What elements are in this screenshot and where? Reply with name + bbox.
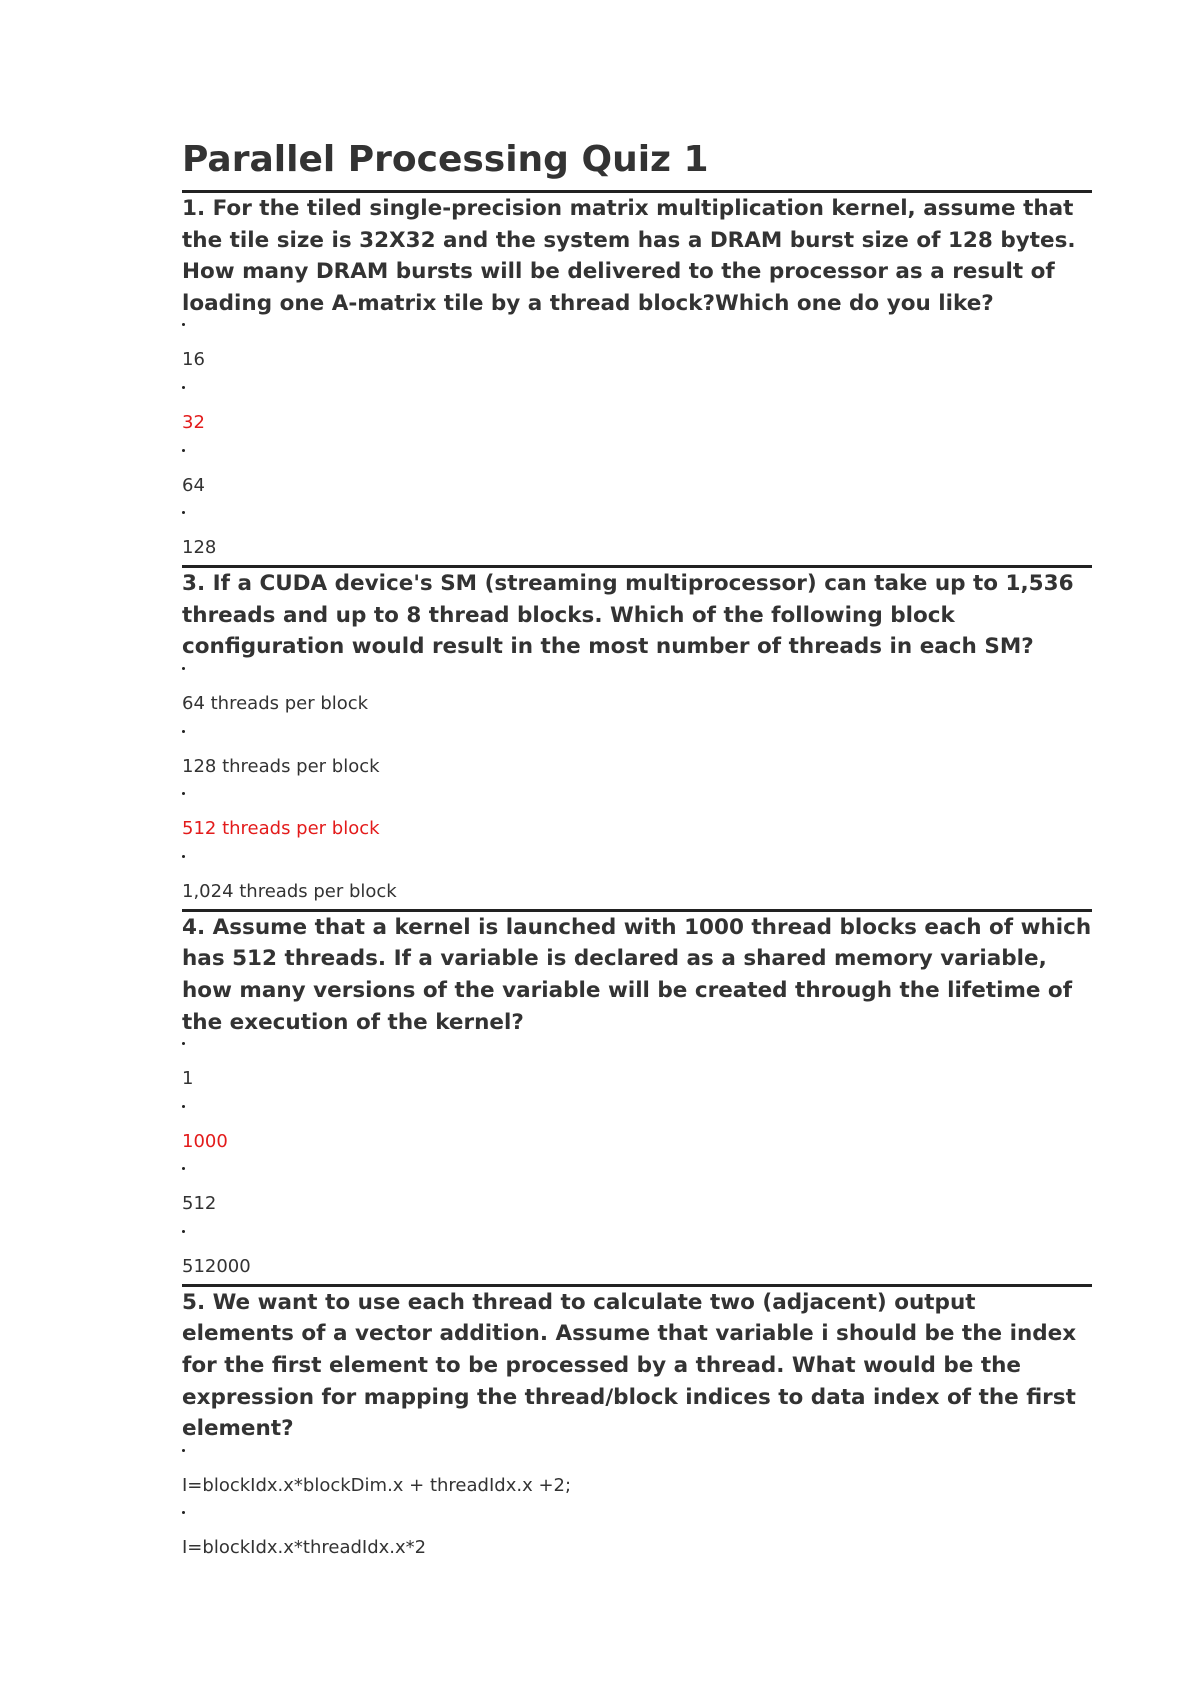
answer-label-correct: 32 [182, 411, 205, 433]
answer-option[interactable] [182, 1507, 1092, 1565]
question-block [182, 1284, 1092, 1566]
answer-option[interactable] [182, 663, 1092, 726]
answer-label: I=blockIdx.x*threadIdx.x*2 [182, 1537, 427, 1559]
bullet-icon [182, 511, 185, 514]
bullet-icon [182, 1230, 185, 1233]
answer-label: 512 [182, 1193, 217, 1215]
answer-option[interactable] [182, 1226, 1092, 1284]
page-title: Parallel Processing Quiz 1 [182, 128, 1092, 193]
question-text: 3. If a CUDA device's SM (streaming multiprocessor) can take up to 1,536 threads and up to 8 thread blocks. Which of the following block configuration would result in the most number of threads in each SM? [182, 571, 1074, 660]
answer-label: 64 threads per block [182, 692, 369, 714]
question-text: 5. We want to use each thread to calculate two (adjacent) output elements of a vector addition. Assume that variable i should be the index for the first element to be processed by a thread. What would be the expression for mapping the thread/block indices to data index of the first element? [182, 1289, 1077, 1442]
question-block [182, 909, 1092, 1284]
bullet-icon [182, 855, 185, 858]
answer-label: I=blockIdx.x*blockDim.x + threadIdx.x +2; [182, 1474, 572, 1496]
bullet-icon [182, 449, 185, 452]
bullet-icon [182, 730, 185, 733]
bullet-icon [182, 792, 185, 795]
answer-option[interactable] [182, 445, 1092, 508]
answer-option[interactable] [182, 507, 1092, 565]
answer-label: 1,024 threads per block [182, 880, 397, 902]
answer-label: 16 [182, 349, 205, 371]
bullet-icon [182, 1511, 185, 1514]
bullet-icon [182, 323, 185, 326]
answer-label-correct: 512 threads per block [182, 818, 380, 840]
question-text: 4. Assume that a kernel is launched with 1000 thread blocks each of which has 512 threads. If a variable is declared as a shared memory variable, how many versions of the variable will be created through the lifetime of the execution of the kernel? [182, 914, 1092, 1035]
quiz-page [182, 128, 1092, 1565]
question-block [182, 565, 1092, 909]
answer-option[interactable] [182, 788, 1092, 851]
question-block [182, 193, 1092, 565]
answer-label: 128 [182, 537, 217, 559]
answer-option[interactable] [182, 319, 1092, 382]
answer-label: 64 [182, 474, 205, 496]
bullet-icon [182, 1167, 185, 1170]
answer-option[interactable] [182, 382, 1092, 445]
answer-option[interactable] [182, 851, 1092, 909]
bullet-icon [182, 667, 185, 670]
answer-option[interactable] [182, 1038, 1092, 1101]
answer-label: 512000 [182, 1255, 251, 1277]
question-list [182, 193, 1092, 1565]
answer-option[interactable] [182, 1101, 1092, 1164]
bullet-icon [182, 386, 185, 389]
bullet-icon [182, 1042, 185, 1045]
answer-label: 1 [182, 1068, 194, 1090]
answer-option[interactable] [182, 1445, 1092, 1508]
answer-label: 128 threads per block [182, 755, 380, 777]
answer-label-correct: 1000 [182, 1130, 228, 1152]
answer-option[interactable] [182, 1163, 1092, 1226]
answer-option[interactable] [182, 726, 1092, 789]
bullet-icon [182, 1105, 185, 1108]
bullet-icon [182, 1449, 185, 1452]
question-text: 1. For the tiled single-precision matrix multiplication kernel, assume that the tile size is 32X32 and the system has a DRAM burst size of 128 bytes. How many DRAM bursts will be delivered to the processor as a result of loading one A-matrix tile by a thread block?Which one do you like? [182, 196, 1076, 316]
